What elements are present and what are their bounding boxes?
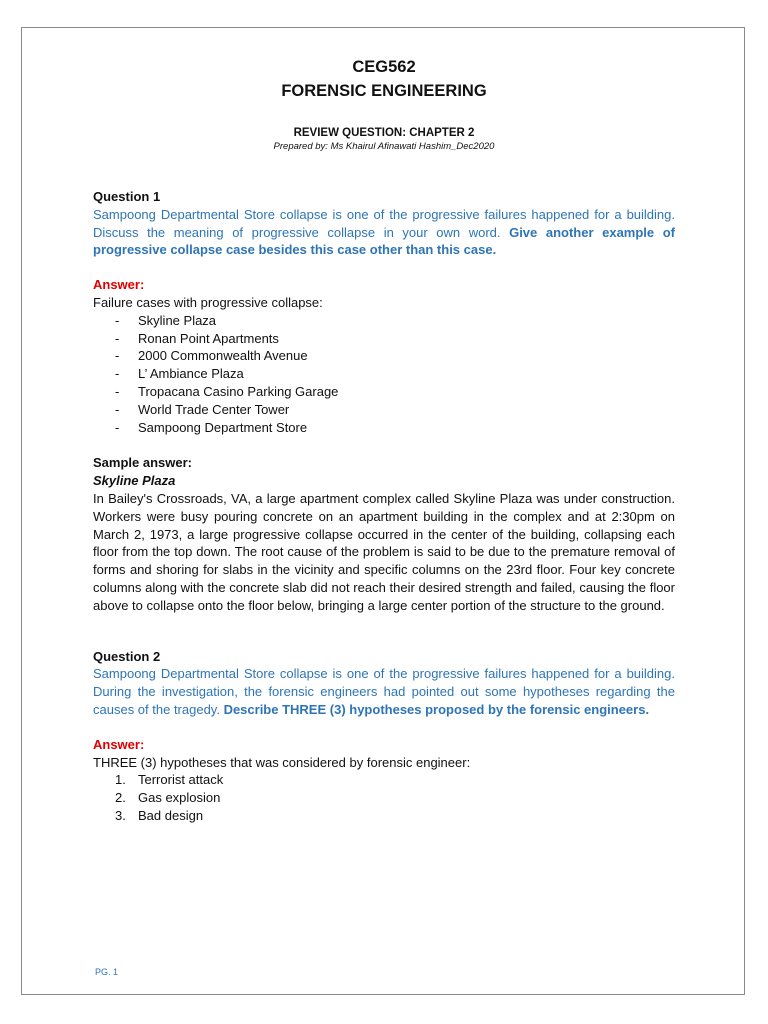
list-item [93,401,675,419]
question-1-text-plain: Sampoong Departmental Store collapse is one of the progressive failures happened for a building. Discuss the meaning of progressive collapse in your own word. [93,206,675,240]
question-1-text-bold: Give another example of progressive collapse case besides this case other than this case. [93,224,675,258]
list-marker: - [115,383,120,399]
answer-2-label: Answer: [93,736,145,752]
list-item [93,771,675,789]
list-marker: - [115,419,120,435]
document-content [93,55,675,825]
question-2-heading: Question 2 [93,648,161,664]
course-name: FORENSIC ENGINEERING [281,82,487,100]
list-marker: - [115,312,120,328]
sample-answer-subheading: Skyline Plaza [93,473,176,489]
list-item [93,330,675,348]
sample-answer-heading: Sample answer: [93,455,192,471]
list-item [93,312,675,330]
question-1-text [93,206,675,259]
answer-1-label: Answer: [93,277,145,293]
case-name: L’ Ambiance Plaza [138,366,244,382]
case-name: World Trade Center Tower [138,401,290,417]
list-number: 1. [115,772,126,788]
hypothesis-text: Terrorist attack [138,772,224,788]
answer-2-intro: THREE (3) hypotheses that was considered by forensic engineer: [93,754,471,770]
list-item [93,365,675,383]
case-name: Ronan Point Apartments [138,330,279,346]
hypothesis-list [93,771,675,824]
review-title: REVIEW QUESTION: CHAPTER 2 [293,127,475,139]
answer-1-intro: Failure cases with progressive collapse: [93,294,323,310]
list-marker: - [115,401,120,417]
list-marker: - [115,330,120,346]
case-list [93,312,675,437]
list-marker: - [115,366,120,382]
list-number: 3. [115,807,126,823]
sample-answer-body: In Bailey's Crossroads, VA, a large apartment complex called Skyline Plaza was under construction. Workers were busy pouring concrete on an apartment building in the complex and at 2:30pm on March 2, 1973, a large progressive collapse occurred in the center of the building, collapsing each floor from the top down. The root cause of the problem is said to be due to the premature removal of forms and shoring for slabs in the vicinity and specific columns on the 23rd floor. Four key concrete columns along with the concrete slab did not reach their desired strength and failed, causing the floor above to collapse onto the floor below, bringing a large center portion of the structure to the ground. [93,490,675,613]
page-number: PG. 1 [95,967,119,977]
hypothesis-text: Bad design [138,807,204,823]
question-2-text [93,665,675,718]
list-number: 2. [115,790,126,806]
case-name: Tropacana Casino Parking Garage [138,383,339,399]
case-name: 2000 Commonwealth Avenue [138,348,308,364]
prepared-by: Prepared by: Ms Khairul Afinawati Hashim_Dec2020 [273,141,495,152]
list-marker: - [115,348,120,364]
list-item [93,419,675,437]
list-item [93,383,675,401]
list-item [93,347,675,365]
question-1-heading: Question 1 [93,189,161,204]
hypothesis-text: Gas explosion [138,790,221,806]
list-item [93,789,675,807]
list-item [93,807,675,825]
case-name: Sampoong Department Store [138,419,308,435]
question-2-text-plain: Sampoong Departmental Store collapse is one of the progressive failures happened for a building. During the investigation, the forensic engineers had pointed out some hypotheses regarding the causes of the tragedy. [93,666,675,717]
case-name: Skyline Plaza [138,312,217,328]
question-2-text-bold: Describe THREE (3) hypotheses proposed by the forensic engineers. [223,701,650,717]
course-code: CEG562 [352,58,416,76]
